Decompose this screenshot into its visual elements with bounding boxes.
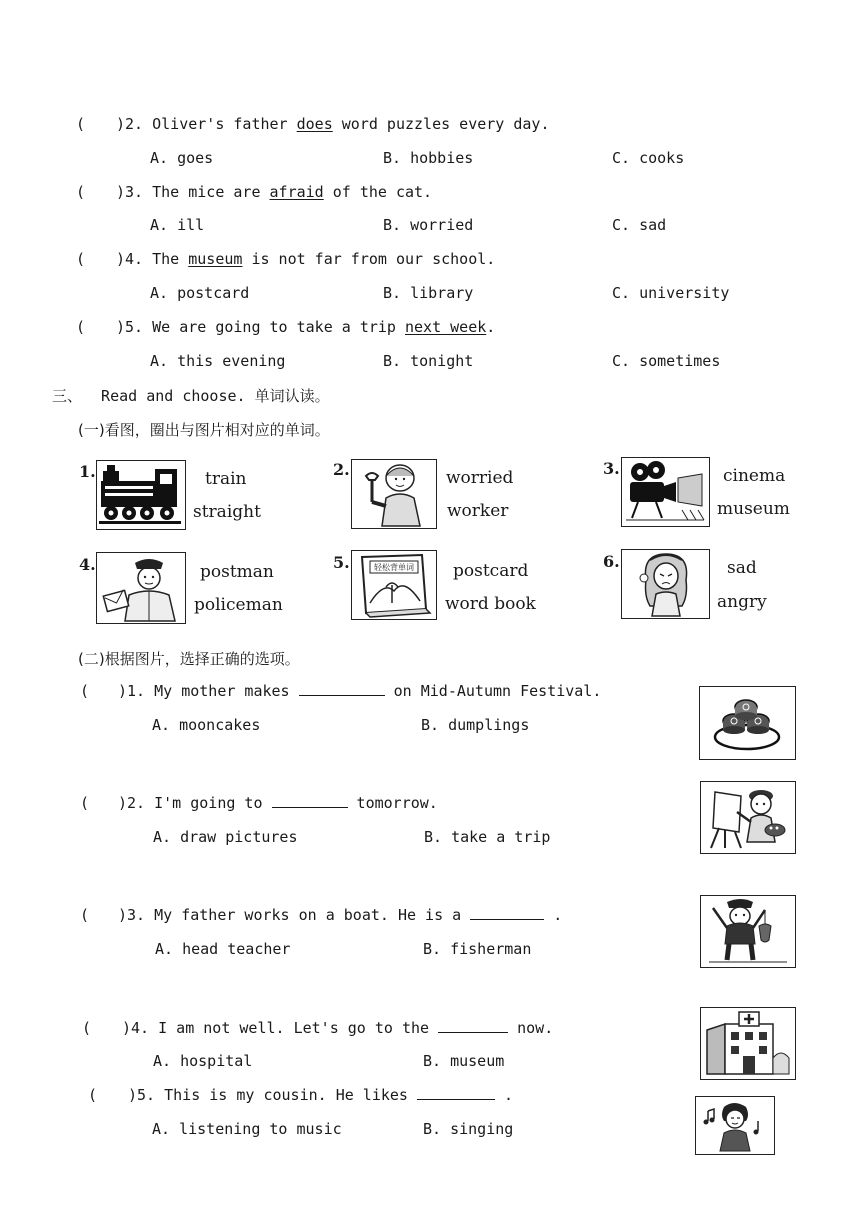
part2-title: (二)根据图片，选择正确的选项。 bbox=[78, 650, 300, 668]
book-icon bbox=[352, 551, 435, 618]
word-option-1[interactable]: train bbox=[205, 469, 247, 489]
question-text-post: tomorrow. bbox=[347, 794, 438, 812]
fisherman-picture bbox=[700, 895, 796, 968]
option-b[interactable]: B. dumplings bbox=[421, 716, 530, 734]
picture-number: 4. bbox=[79, 555, 96, 574]
sad-girl-picture bbox=[621, 549, 710, 619]
answer-blank[interactable] bbox=[417, 1087, 495, 1100]
option-a[interactable]: A. ill bbox=[150, 216, 205, 234]
option-c[interactable]: C. cooks bbox=[612, 149, 685, 167]
svg-text:轻松背单词: 轻松背单词 bbox=[374, 563, 414, 572]
option-a[interactable]: A. draw pictures bbox=[153, 828, 298, 846]
option-a[interactable]: A. listening to music bbox=[152, 1120, 342, 1138]
question-text-pre: The bbox=[152, 250, 189, 268]
question-number: )3. bbox=[116, 183, 144, 201]
mooncakes-picture bbox=[699, 686, 796, 760]
option-b[interactable]: B. singing bbox=[423, 1120, 514, 1138]
postman-icon bbox=[97, 553, 184, 622]
word-option-2[interactable]: policeman bbox=[194, 595, 283, 615]
underlined-word: afraid bbox=[269, 183, 324, 201]
answer-paren[interactable]: ( bbox=[88, 1086, 98, 1104]
option-a[interactable]: A. mooncakes bbox=[152, 716, 261, 734]
word-option-2[interactable]: word book bbox=[445, 594, 536, 614]
picture-number: 5. bbox=[333, 553, 350, 572]
option-a[interactable]: A. goes bbox=[150, 149, 214, 167]
part1-title: (一)看图，圈出与图片相对应的单词。 bbox=[78, 421, 330, 439]
word-option-1[interactable]: postcard bbox=[453, 561, 529, 581]
train-picture bbox=[96, 460, 186, 530]
answer-paren[interactable]: ( bbox=[82, 1019, 92, 1037]
option-b[interactable]: B. library bbox=[383, 284, 474, 302]
question-text-post: . bbox=[495, 1086, 514, 1104]
word-option-2[interactable]: angry bbox=[717, 592, 767, 612]
word-option-1[interactable]: worried bbox=[446, 468, 514, 488]
answer-paren[interactable]: ( bbox=[80, 906, 90, 924]
option-a[interactable]: A. head teacher bbox=[155, 940, 291, 958]
answer-paren[interactable]: ( bbox=[80, 682, 90, 700]
question-number: )5. bbox=[116, 318, 144, 336]
question-text-post: on Mid-Autumn Festival. bbox=[384, 682, 602, 700]
question-text-post: now. bbox=[508, 1019, 554, 1037]
option-a[interactable]: A. hospital bbox=[153, 1052, 253, 1070]
word-option-2[interactable]: worker bbox=[447, 501, 509, 521]
answer-paren[interactable]: ( bbox=[76, 115, 86, 133]
question-text-pre: Oliver's father bbox=[152, 115, 297, 133]
question-number: )4. bbox=[116, 250, 144, 268]
worker-icon bbox=[352, 460, 435, 527]
word-option-1[interactable]: cinema bbox=[723, 466, 786, 486]
section-number: 三、 bbox=[52, 387, 83, 405]
picture-number: 3. bbox=[603, 459, 620, 478]
answer-paren[interactable]: ( bbox=[76, 250, 86, 268]
word-option-2[interactable]: museum bbox=[717, 499, 790, 519]
section3-heading bbox=[52, 385, 330, 406]
answer-blank[interactable] bbox=[470, 907, 544, 920]
answer-blank[interactable] bbox=[438, 1020, 508, 1033]
fisherman-icon bbox=[701, 896, 794, 966]
option-b[interactable]: B. hobbies bbox=[383, 149, 474, 167]
draw-pictures-picture bbox=[700, 781, 796, 854]
option-a[interactable]: A. this evening bbox=[150, 352, 286, 370]
underlined-word: does bbox=[296, 115, 333, 133]
question-text-pre: This is my cousin. He likes bbox=[164, 1086, 417, 1104]
hospital-icon bbox=[701, 1008, 794, 1078]
word-option-1[interactable]: sad bbox=[727, 558, 757, 578]
question-text-post: . bbox=[544, 906, 563, 924]
option-c[interactable]: C. sad bbox=[612, 216, 667, 234]
picture-number: 1. bbox=[79, 462, 96, 481]
music-boy-icon bbox=[696, 1097, 773, 1153]
underlined-word: next week bbox=[405, 318, 487, 336]
question-text-pre: I'm going to bbox=[154, 794, 272, 812]
postman-picture bbox=[96, 552, 186, 624]
question-text-pre: We are going to take a trip bbox=[152, 318, 405, 336]
question-text-pre: The mice are bbox=[152, 183, 270, 201]
question-text-pre: I am not well. Let's go to the bbox=[158, 1019, 439, 1037]
painter-icon bbox=[701, 782, 794, 852]
answer-blank[interactable] bbox=[299, 683, 385, 696]
option-a[interactable]: A. postcard bbox=[150, 284, 250, 302]
option-c[interactable]: C. sometimes bbox=[612, 352, 721, 370]
question-number: )4. bbox=[122, 1019, 150, 1037]
question-text-pre: My father works on a boat. He is a bbox=[154, 906, 471, 924]
question-text-post: is not far from our school. bbox=[242, 250, 496, 268]
option-b[interactable]: B. fisherman bbox=[423, 940, 532, 958]
answer-blank[interactable] bbox=[272, 795, 348, 808]
cinema-picture bbox=[621, 457, 710, 527]
projector-icon bbox=[622, 458, 708, 525]
answer-paren[interactable]: ( bbox=[80, 794, 90, 812]
question-text-post: of the cat. bbox=[323, 183, 433, 201]
answer-paren[interactable]: ( bbox=[76, 318, 86, 336]
question-number: )1. bbox=[118, 682, 146, 700]
worker-picture bbox=[351, 459, 437, 529]
option-b[interactable]: B. worried bbox=[383, 216, 474, 234]
answer-paren[interactable]: ( bbox=[76, 183, 86, 201]
question-number: )2. bbox=[116, 115, 144, 133]
train-icon bbox=[97, 461, 184, 528]
listening-music-picture bbox=[695, 1096, 775, 1155]
picture-number: 6. bbox=[603, 552, 620, 571]
option-c[interactable]: C. university bbox=[612, 284, 730, 302]
underlined-word: museum bbox=[188, 250, 243, 268]
question-text-post: word puzzles every day. bbox=[332, 115, 550, 133]
option-b[interactable]: B. take a trip bbox=[424, 828, 551, 846]
word-book-picture bbox=[351, 550, 437, 620]
crying-girl-icon bbox=[622, 550, 708, 617]
question-number: )5. bbox=[128, 1086, 156, 1104]
word-option-1[interactable]: postman bbox=[200, 562, 274, 582]
option-b[interactable]: B. museum bbox=[423, 1052, 505, 1070]
question-text-pre: My mother makes bbox=[154, 682, 299, 700]
word-option-2[interactable]: straight bbox=[193, 502, 261, 522]
section-title: Read and choose. 单词认读。 bbox=[101, 387, 330, 405]
mooncakes-icon bbox=[700, 687, 794, 758]
question-number: )3. bbox=[118, 906, 146, 924]
option-b[interactable]: B. tonight bbox=[383, 352, 474, 370]
picture-number: 2. bbox=[333, 460, 350, 479]
hospital-picture bbox=[700, 1007, 796, 1080]
question-text-post: . bbox=[486, 318, 496, 336]
question-number: )2. bbox=[118, 794, 146, 812]
